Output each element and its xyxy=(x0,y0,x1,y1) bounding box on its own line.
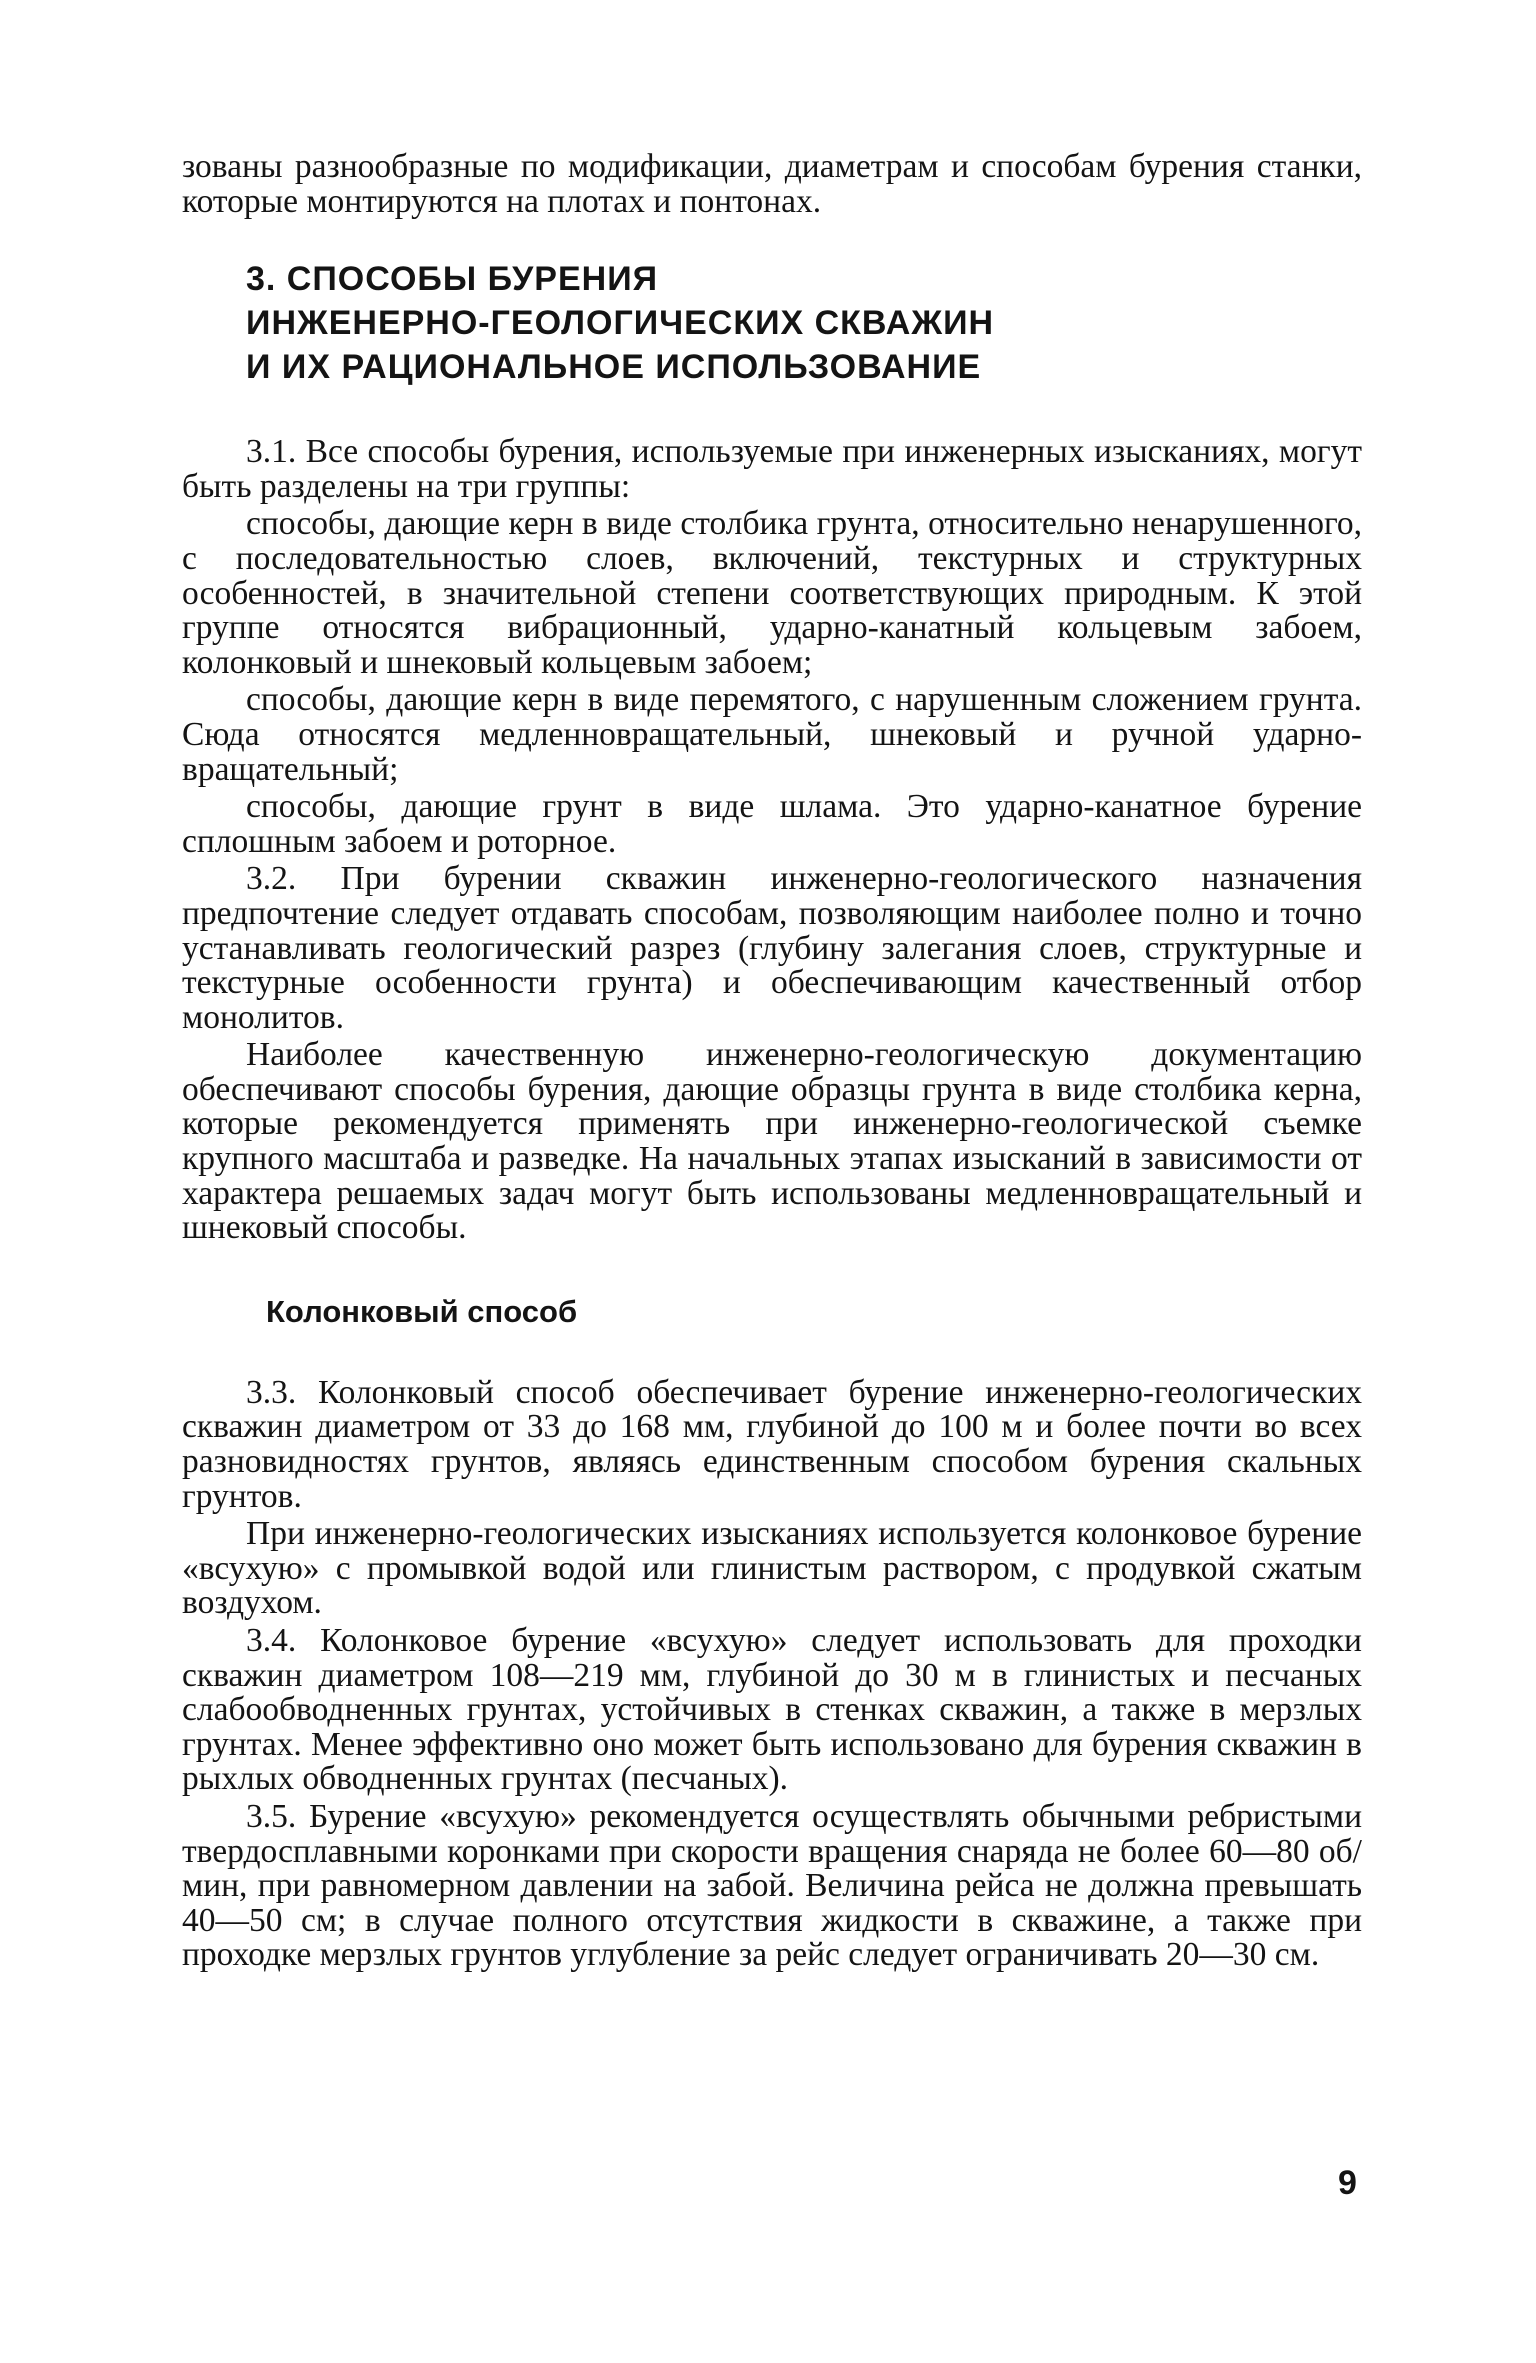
section-title-line: И ИХ РАЦИОНАЛЬНОЕ ИСПОЛЬЗОВАНИЕ xyxy=(246,348,982,387)
intro-paragraph: зованы разнообразные по модификации, диаметрам и способам бурения станки, которые монтируются на плотах и понтонах. xyxy=(182,148,1362,220)
paragraph-3-4: 3.4. Колонковое бурение «всухую» следует использовать для проходки скважин диаметром 108—219 мм, глубиной до 30 м в глинистых и песчаных слабообводненных грунтах, устойчивых в стенках скважин, а также в мерзлых грунтах. Менее эффективно оно может быть использовано для бурения скважин в рыхлых обводненных грунтах (песчаных). xyxy=(182,1622,1362,1798)
paragraph-core-drilling: При инженерно-геологических изысканиях используется колонковое бурение «всухую» с промывкой водой или глинистым раствором, с продувкой сжатым воздухом. xyxy=(182,1515,1362,1622)
document-page xyxy=(182,150,1362,2270)
paragraph-3-5: 3.5. Бурение «всухую» рекомендуется осуществлять обычными ребристыми твердосплавными коронками при скорости вращения снаряда не более 60—80 об/мин, при равномерном давлении на забой. Величина рейса не должна превышать 40—50 см; в случае полного отсутствия жидкости в скважине, а также при проходке мерзлых грунтов углубление за рейс следует ограничивать 20—30 см. xyxy=(182,1797,1362,1974)
paragraph-group-2: способы, дающие керн в виде перемятого, с нарушенным сложением грунта. Сюда относятся медленновращательный, шнековый и ручной ударно-вращательный; xyxy=(182,681,1362,788)
section-title-line: ИНЖЕНЕРНО-ГЕОЛОГИЧЕСКИХ СКВАЖИН xyxy=(246,304,995,343)
section-title-line: 3. СПОСОБЫ БУРЕНИЯ xyxy=(246,260,659,299)
page-number: 9 xyxy=(1338,2164,1357,2202)
paragraph-3-2: 3.2. При бурении скважин инженерно-геологического назначения предпочтение следует отдавать способам, позволяющим наиболее полно и точно устанавливать геологический разрез (глубину залегания слоев, структурные и текстурные особенности грунта) и обеспечивающим качественный отбор монолитов. xyxy=(182,860,1362,1036)
paragraph-documentation: Наиболее качественную инженерно-геологическую документацию обеспечивают способы бурения, дающие образцы грунта в виде столбика керна, которые рекомендуется применять при инженерно-геологической съемке крупного масштаба и разведке. На начальных этапах изысканий в зависимости от характера решаемых задач могут быть использованы медленновращательный и шнековый способы. xyxy=(182,1036,1362,1247)
paragraph-group-3: способы, дающие грунт в виде шлама. Это ударно-канатное бурение сплошным забоем и роторное. xyxy=(182,788,1362,860)
paragraph-3-3: 3.3. Колонковый способ обеспечивает бурение инженерно-геологических скважин диаметром от 33 до 168 мм, глубиной до 100 м и более почти во всех разновидностях грунтов, являясь единственным способом бурения скальных грунтов. xyxy=(182,1373,1362,1515)
subheading-core-method: Колонковый способ xyxy=(266,1293,578,1329)
paragraph-3-1: 3.1. Все способы бурения, используемые при инженерных изысканиях, могут быть разделены на три группы: xyxy=(182,433,1362,505)
section-title xyxy=(246,257,1362,389)
paragraph-group-1: способы, дающие керн в виде столбика грунта, относительно ненарушенного, с последовательностью слоев, включений, текстурных и структурных особенностей, в значительной степени соответствующих природным. К этой группе относятся вибрационный, ударно-канатный кольцевым забоем, колонковый и шнековый кольцевым забоем; xyxy=(182,505,1362,681)
